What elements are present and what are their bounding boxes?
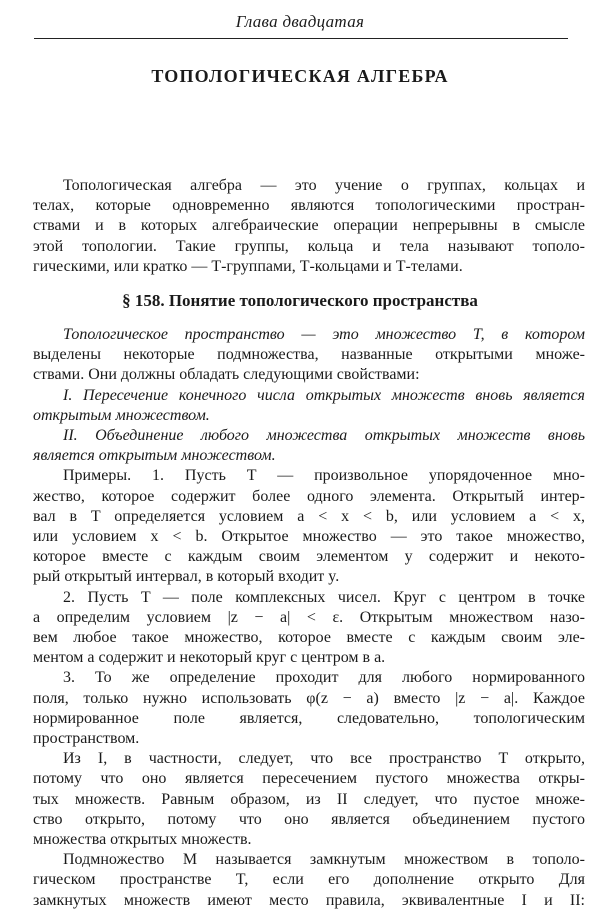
text-line: множества открытых множеств. <box>33 831 252 849</box>
text-line: Примеры. 1. Пусть T — произвольное упорядоченное мно- <box>63 467 585 485</box>
text-line: II. Объединение любого множества открытых множеств вновь <box>63 427 585 445</box>
text-line: является открытым множеством. <box>33 447 276 465</box>
text-line: замкнутых множеств имеют место правила, эквивалентные I и II: <box>33 891 585 909</box>
chapter-label: Глава двадцатая <box>235 12 365 31</box>
text-line: пространством. <box>33 730 140 748</box>
chapter-title: ТОПОЛОГИЧЕСКАЯ АЛГЕБРА <box>151 66 449 86</box>
text-line: рый открытый интервал, в который входит y. <box>33 568 340 586</box>
text-line: ство открыто, потому что оно является объединением пустого <box>33 810 585 828</box>
text-line: Топологическое пространство — это множество T, в котором <box>63 326 585 343</box>
text-line: a определим условием |z − a| < ε. Открытым множеством назо- <box>33 608 585 626</box>
text-line: жество, которое содержит более одного элемента. Открытый интер- <box>33 487 585 505</box>
text-line: I. Пересечение конечного числа открытых множеств вновь является <box>63 386 585 404</box>
text-line: потому что оно является пересечением пустого множества откры- <box>33 770 585 788</box>
text-line: вем любое такое множество, которое вместе с каждым своим эле- <box>33 629 585 647</box>
header-rule <box>34 38 568 39</box>
text-line: тых множеств. Равным образом, из II следует, что пустое множе- <box>33 790 585 808</box>
text-line: 3. То же определение проходит для любого нормированного <box>63 669 585 687</box>
text-line: или условием x < b. Открытое множество — это такое множество, <box>33 528 585 546</box>
text-line: выделены некоторые подмножества, названные открытыми множе- <box>33 346 585 364</box>
text-line: нормированное поле является, следовательно, топологическим <box>33 709 585 727</box>
section-heading: § 158. Понятие топологического пространства <box>122 291 478 310</box>
text-line: ствами и в которых алгебраические операции непрерывны в смысле <box>33 217 585 235</box>
text-line: открытым множеством. <box>33 406 210 424</box>
text-line: гическом пространстве T, если его дополнение открыто Для <box>33 871 585 889</box>
section-body <box>33 325 585 911</box>
text-line: поля, только нужно использовать φ(z − a) вместо |z − a|. Каждое <box>33 689 585 707</box>
text-line: вал в T определяется условием a < x < b, или условием a < x, <box>33 507 585 525</box>
text-line: этой топологии. Такие группы, кольца и тела называют тополо- <box>33 237 585 255</box>
text-line: которое вместе с каждым своим элементом y содержит и некото- <box>33 548 585 566</box>
text-line: Подмножество M называется замкнутым множеством в тополо- <box>63 851 585 869</box>
text-line: Топологическая алгебра — это учение о группах, кольцах и <box>63 177 585 194</box>
text-line: гическими, или кратко — Т-группами, Т-кольцами и Т-телами. <box>33 257 463 275</box>
text-line: 2. Пусть T — поле комплексных чисел. Круг с центром в точке <box>63 588 585 606</box>
text-line: ментом a содержит и некоторый круг с центром в a. <box>33 649 386 667</box>
text-line: Из I, в частности, следует, что все пространство T открыто, <box>63 750 585 768</box>
text-line: ствами. Они должны обладать следующими свойствами: <box>33 366 420 384</box>
text-line: телах, которые одновременно являются топологическими простран- <box>33 197 585 215</box>
intro-paragraph <box>33 176 585 277</box>
